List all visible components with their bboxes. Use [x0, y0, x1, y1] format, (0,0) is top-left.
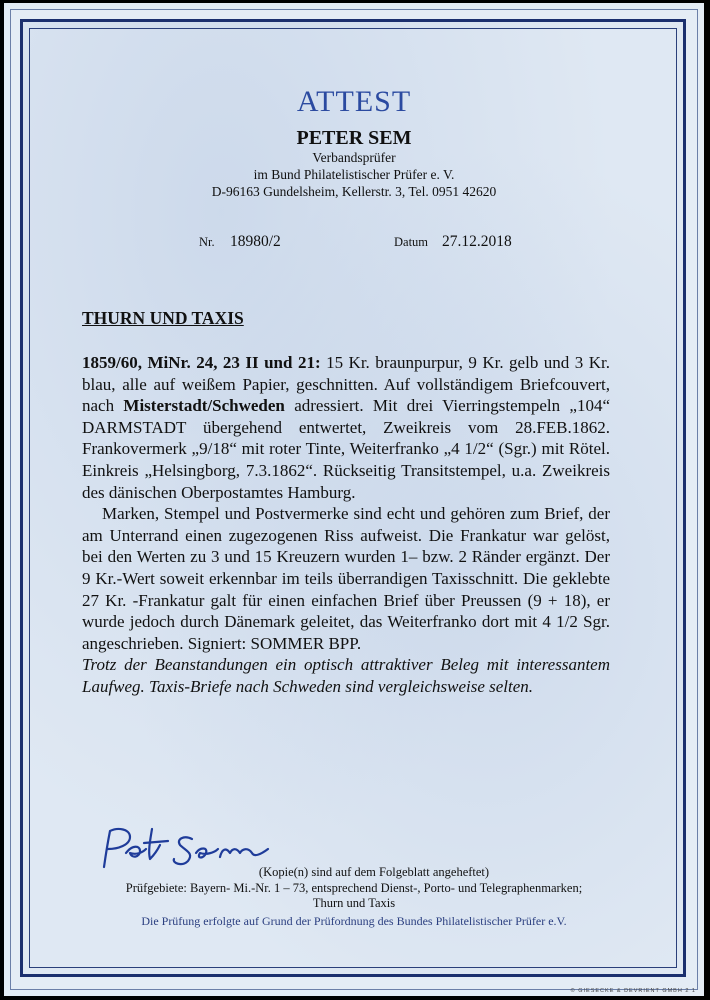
copy-note: (Kopie(n) sind auf dem Folgeblatt angeheftet) — [258, 865, 490, 879]
description-text-1: 15 Kr. braunpurpur, 9 Kr. gelb und 3 Kr. blau, alle auf weißem Papier, geschnitten. Auf vollständigem Briefcouvert, nach — [82, 353, 610, 416]
destination: Misterstadt/Schweden — [123, 396, 285, 416]
conclusion-paragraph: Trotz der Beanstandungen ein optisch attraktiver Beleg mit interessantem Laufweg. Taxis-Briefe nach Schweden sind vergleichsweise selten. — [82, 655, 610, 696]
examiner-name: PETER SEM — [296, 127, 412, 149]
printer-mark: © GIESECKE & DEVRIENT GMBH 2 1 — [570, 988, 696, 994]
certificate-number: 18980/2 — [230, 233, 281, 250]
certificate-title: ATTEST — [296, 85, 412, 118]
exam-regulation-statement: Die Prüfung erfolgte auf Grund der Prüfordnung des Bundes Philatelistischer Prüfer e.V. — [141, 914, 567, 928]
certificate-footer — [4, 865, 704, 912]
certificate-sheet — [4, 3, 704, 996]
assessment-paragraph: Marken, Stempel und Postvermerke sind echt und gehören zum Brief, der am Unterrand einen zugezogenen Riss aufweist. Die Frankatur war gelöst, bei den Werten zu 3 und 15 Kreuzern wurden 1– bzw. 2 Ränder ergänzt. Der 9 Kr.-Wert soweit erkennbar im teils überrandigen Taxisschnitt. Die geklebte 27 Kr. -Frankatur galt für einen einfachen Brief über Preussen (9 + 18), er wurde jedoch durch Dänemark geleitet, das Weiterfranko dort mit 4 1/2 Sgr. angeschrieben. Signiert: SOMMER BPP. — [82, 504, 610, 653]
description-text-2: adressiert. Mit drei Vierringstempeln „104“ DARMSTADT übergehend entwertet, Zweikreis vom 28.FEB.1862. Frankovermerk „9/18“ mit roter Tinte, Weiterfranko „4 1/2“ (Sgr.) mit Rötel. Einkreis „Helsingborg, 7.3.1862“. Rückseitig Transitstempel, u.a. Zweikreis des dänischen Oberpostamtes Hamburg. — [82, 396, 611, 502]
date-label: Datum — [394, 235, 429, 249]
number-label: Nr. — [199, 235, 215, 249]
catalogue-reference: 1859/60, MiNr. 24, 23 II und 21: — [82, 353, 321, 372]
certificate-date: 27.12.2018 — [442, 233, 512, 250]
description-paragraph — [82, 352, 610, 503]
examiner-organization: im Bund Philatelistischer Prüfer e. V. — [253, 167, 455, 182]
section-heading: THURN UND TAXIS — [82, 308, 244, 328]
examiner-role: Verbandsprüfer — [312, 150, 396, 165]
certificate-meta — [199, 233, 539, 253]
certificate-header — [4, 85, 704, 200]
exam-areas: Prüfgebiete: Bayern- Mi.-Nr. 1 – 73, entsprechend Dienst-, Porto- und Telegraphenmarken; — [125, 880, 583, 895]
certificate-body — [82, 352, 610, 698]
examiner-address: D-96163 Gundelsheim, Kellerstr. 3, Tel. 0951 42620 — [211, 184, 497, 199]
exam-areas-continued: Thurn und Taxis — [312, 896, 396, 911]
